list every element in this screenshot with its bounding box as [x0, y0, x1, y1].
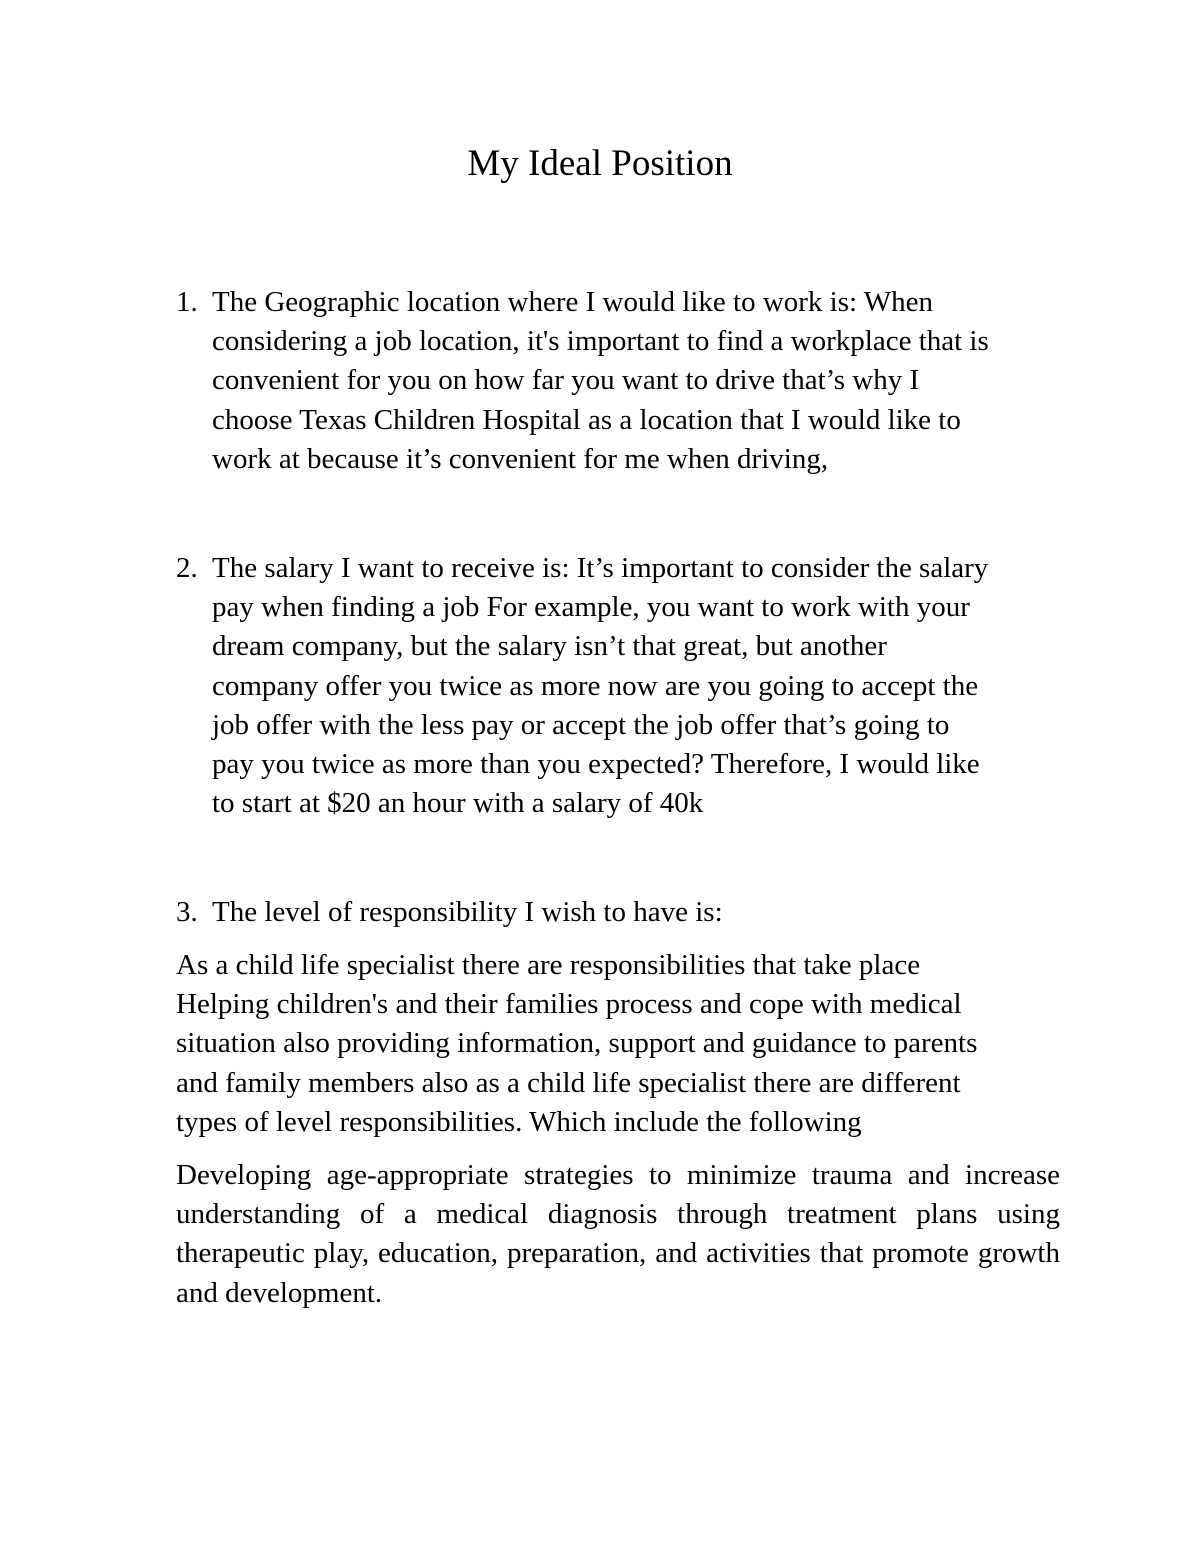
list-item-number: 2.: [176, 552, 198, 584]
list-item-number: 1.: [176, 286, 198, 318]
list-item-location: [176, 283, 1066, 479]
list-item-text: The level of responsibility I wish to have is:: [212, 896, 723, 928]
list-item-salary: [176, 549, 1066, 823]
list-item-text: The Geographic location where I would like to work is: When considering a job location, it's important to find a workplace that is convenient for you on how far you want to drive that’s why I choose Texas Children Hospital as a location that I would like to work at because it’s convenient for me when driving,: [212, 286, 989, 475]
paragraph-strategies: Developing age-appropriate strategies to minimize trauma and increase understanding of a medical diagnosis through treatment plans using therapeutic play, education, preparation, and activities that promote growth and development.: [176, 1159, 1060, 1309]
list-item-number: 3.: [176, 896, 198, 928]
list-item-responsibility: [176, 893, 1066, 932]
paragraph-responsibilities: As a child life specialist there are responsibilities that take place Helping children's and their families process and cope with medical situation also providing information, support and guidance to parents and family members also as a child life specialist there are different types of level responsibilities. Which include the following: [176, 949, 978, 1138]
page-title: My Ideal Position: [467, 143, 733, 184]
list-item-text: The salary I want to receive is: It’s important to consider the salary pay when finding a job For example, you want to work with your dream company, but the salary isn’t that great, but another company offer you twice as more now are you going to accept the job offer with the less pay or accept the job offer that’s going to pay you twice as more than you expected? Therefore, I would like to start at $20 an hour with a salary of 40k: [212, 552, 989, 820]
